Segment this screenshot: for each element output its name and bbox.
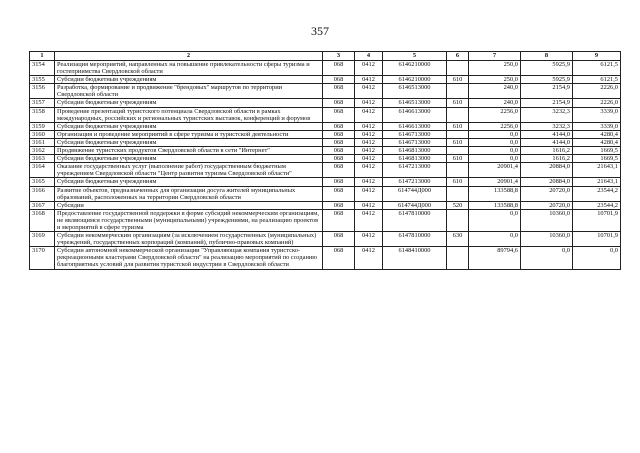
table-row <box>30 99 621 107</box>
expense-type-cell <box>447 107 469 122</box>
row-name-cell: Оказание государственных услуг (выполнение работ) государственным бюджетным учреждением Свердловской области "Центр развития туризма Свердловской области" <box>55 163 323 178</box>
section-code-cell: 0412 <box>355 209 383 231</box>
amount-col8-cell: 2154,9 <box>521 84 573 99</box>
amount-col9-cell: 1669,5 <box>573 155 621 163</box>
row-number-cell: 3168 <box>30 209 55 231</box>
row-name-cell: Организация и проведение мероприятий в сфере туризма и туристской деятельности <box>55 130 323 138</box>
table-row <box>30 186 621 201</box>
amount-col8-cell: 10360,0 <box>521 209 573 231</box>
row-name-cell: Продвижение туристских продуктов Свердловской области в сети "Интернет" <box>55 147 323 155</box>
expense-type-cell <box>447 163 469 178</box>
target-article-cell: 6146613000 <box>383 122 447 130</box>
row-name-cell: Разработка, формирование и продвижение "брендовых" маршрутов по территории Свердловской области <box>55 84 323 99</box>
target-article-cell: 6146713000 <box>383 138 447 146</box>
amount-col8-cell: 3232,3 <box>521 107 573 122</box>
table-row <box>30 107 621 122</box>
budget-table <box>29 51 621 270</box>
amount-col7-cell: 2256,0 <box>469 122 521 130</box>
section-code-cell: 0412 <box>355 99 383 107</box>
row-name-cell: Субсидии бюджетным учреждениям <box>55 122 323 130</box>
table-row <box>30 232 621 247</box>
row-name-cell: Предоставление государственной поддержки в форме субсидий некоммерческим организациям, не являющимся государственными (муниципальными) учреждениями, на реализацию проектов и мероприятий в сфере туризма <box>55 209 323 231</box>
row-name-cell: Реализация мероприятий, направленных на повышение привлекательности сферы туризма и гостеприимства Свердловской области <box>55 61 323 76</box>
row-number-cell: 3167 <box>30 201 55 209</box>
target-article-cell: 6146210000 <box>383 76 447 84</box>
ved-code-cell: 068 <box>323 232 355 247</box>
table-row <box>30 61 621 76</box>
amount-col9-cell: 23544,2 <box>573 186 621 201</box>
expense-type-cell <box>447 186 469 201</box>
expense-type-cell <box>447 61 469 76</box>
table-row <box>30 209 621 231</box>
expense-type-cell: 610 <box>447 99 469 107</box>
amount-col7-cell: 250,0 <box>469 76 521 84</box>
page-number: 357 <box>311 24 329 38</box>
target-article-cell: 6146613000 <box>383 107 447 122</box>
amount-col8-cell: 20884,0 <box>521 178 573 186</box>
target-article-cell: 6147213000 <box>383 178 447 186</box>
row-number-cell: 3156 <box>30 84 55 99</box>
table-row <box>30 138 621 146</box>
expense-type-cell: 610 <box>447 155 469 163</box>
section-code-cell: 0412 <box>355 163 383 178</box>
ved-code-cell: 068 <box>323 99 355 107</box>
amount-col7-cell: 0,0 <box>469 155 521 163</box>
section-code-cell: 0412 <box>355 84 383 99</box>
section-code-cell: 0412 <box>355 122 383 130</box>
amount-col7-cell: 0,0 <box>469 130 521 138</box>
row-number-cell: 3161 <box>30 138 55 146</box>
table-row <box>30 155 621 163</box>
row-name-cell: Проведение презентаций туристского потенциала Свердловской области в рамках международных, российских и региональных туристских выставок, конференций и форумов <box>55 107 323 122</box>
column-header: 8 <box>521 52 573 61</box>
section-code-cell: 0412 <box>355 130 383 138</box>
amount-col9-cell: 10701,9 <box>573 209 621 231</box>
section-code-cell: 0412 <box>355 107 383 122</box>
table-row <box>30 147 621 155</box>
amount-col8-cell: 20884,0 <box>521 163 573 178</box>
row-name-cell: Субсидии бюджетным учреждениям <box>55 178 323 186</box>
amount-col9-cell: 3339,0 <box>573 107 621 122</box>
section-code-cell: 0412 <box>355 138 383 146</box>
amount-col7-cell: 133588,8 <box>469 186 521 201</box>
ved-code-cell: 068 <box>323 122 355 130</box>
amount-col9-cell: 3339,0 <box>573 122 621 130</box>
row-name-cell: Субсидии <box>55 201 323 209</box>
row-name-cell: Субсидии бюджетным учреждениям <box>55 138 323 146</box>
amount-col9-cell: 4280,4 <box>573 130 621 138</box>
target-article-cell: 6146813000 <box>383 155 447 163</box>
row-name-cell: Субсидии бюджетным учреждениям <box>55 155 323 163</box>
amount-col8-cell: 0,0 <box>521 247 573 269</box>
row-name-cell: Субсидии некоммерческим организациям (за исключением государственных (муниципальных) учреждений, государственных корпораций (компаний), публично-правовых компаний) <box>55 232 323 247</box>
ved-code-cell: 068 <box>323 61 355 76</box>
row-number-cell: 3170 <box>30 247 55 269</box>
ved-code-cell: 068 <box>323 147 355 155</box>
amount-col7-cell: 240,0 <box>469 99 521 107</box>
section-code-cell: 0412 <box>355 186 383 201</box>
row-number-cell: 3160 <box>30 130 55 138</box>
ved-code-cell: 068 <box>323 163 355 178</box>
section-code-cell: 0412 <box>355 232 383 247</box>
table-row <box>30 76 621 84</box>
target-article-cell: 6146713000 <box>383 130 447 138</box>
amount-col8-cell: 20720,0 <box>521 201 573 209</box>
expense-type-cell <box>447 209 469 231</box>
amount-col9-cell: 21643,1 <box>573 178 621 186</box>
expense-type-cell: 610 <box>447 178 469 186</box>
amount-col9-cell: 6121,5 <box>573 61 621 76</box>
amount-col8-cell: 5925,9 <box>521 76 573 84</box>
table-row <box>30 84 621 99</box>
row-number-cell: 3163 <box>30 155 55 163</box>
table-row <box>30 201 621 209</box>
table-body <box>30 61 621 270</box>
section-code-cell: 0412 <box>355 247 383 269</box>
amount-col8-cell: 1616,2 <box>521 155 573 163</box>
ved-code-cell: 068 <box>323 247 355 269</box>
ved-code-cell: 068 <box>323 130 355 138</box>
target-article-cell: 6147810000 <box>383 232 447 247</box>
row-number-cell: 3157 <box>30 99 55 107</box>
amount-col9-cell: 6121,5 <box>573 76 621 84</box>
table-row <box>30 178 621 186</box>
column-header: 5 <box>383 52 447 61</box>
row-number-cell: 3165 <box>30 178 55 186</box>
ved-code-cell: 068 <box>323 84 355 99</box>
ved-code-cell: 068 <box>323 201 355 209</box>
expense-type-cell <box>447 147 469 155</box>
section-code-cell: 0412 <box>355 201 383 209</box>
row-name-cell: Субсидии автономной некоммерческой организации "Управляющая компания туристско-рекреационными кластерами Свердловской области" на реализацию мероприятий по созданию благоприятных условий для развития туристской индустрии в Свердловской области <box>55 247 323 269</box>
amount-col8-cell: 20720,0 <box>521 186 573 201</box>
amount-col7-cell: 0,0 <box>469 232 521 247</box>
expense-type-cell <box>447 84 469 99</box>
amount-col9-cell: 10701,9 <box>573 232 621 247</box>
amount-col9-cell: 21643,1 <box>573 163 621 178</box>
expense-type-cell: 610 <box>447 138 469 146</box>
amount-col8-cell: 4144,0 <box>521 138 573 146</box>
row-number-cell: 3169 <box>30 232 55 247</box>
column-header: 9 <box>573 52 621 61</box>
amount-col8-cell: 10360,0 <box>521 232 573 247</box>
target-article-cell: 6146813000 <box>383 147 447 155</box>
ved-code-cell: 068 <box>323 155 355 163</box>
amount-col9-cell: 23544,2 <box>573 201 621 209</box>
column-header: 7 <box>469 52 521 61</box>
ved-code-cell: 068 <box>323 186 355 201</box>
target-article-cell: 614744Д000 <box>383 201 447 209</box>
row-number-cell: 3162 <box>30 147 55 155</box>
amount-col9-cell: 2226,0 <box>573 84 621 99</box>
section-code-cell: 0412 <box>355 147 383 155</box>
column-header: 1 <box>30 52 55 61</box>
expense-type-cell: 610 <box>447 122 469 130</box>
ved-code-cell: 068 <box>323 107 355 122</box>
ved-code-cell: 068 <box>323 138 355 146</box>
ved-code-cell: 068 <box>323 76 355 84</box>
amount-col7-cell: 133588,8 <box>469 201 521 209</box>
amount-col7-cell: 0,0 <box>469 209 521 231</box>
expense-type-cell: 610 <box>447 76 469 84</box>
column-header: 3 <box>323 52 355 61</box>
table-row <box>30 247 621 269</box>
table-row <box>30 122 621 130</box>
header-row <box>30 52 621 61</box>
column-header: 4 <box>355 52 383 61</box>
section-code-cell: 0412 <box>355 155 383 163</box>
amount-col7-cell: 2256,0 <box>469 107 521 122</box>
table-row <box>30 163 621 178</box>
row-number-cell: 3159 <box>30 122 55 130</box>
row-name-cell: Развитие объектов, предназначенных для организации досуга жителей муниципальных образований, расположенных на территории Свердловской области <box>55 186 323 201</box>
row-number-cell: 3158 <box>30 107 55 122</box>
amount-col7-cell: 0,0 <box>469 138 521 146</box>
expense-type-cell: 520 <box>447 201 469 209</box>
amount-col8-cell: 1616,2 <box>521 147 573 155</box>
row-name-cell: Субсидии бюджетным учреждениям <box>55 99 323 107</box>
expense-type-cell: 630 <box>447 232 469 247</box>
amount-col7-cell: 250,0 <box>469 61 521 76</box>
amount-col7-cell: 240,0 <box>469 84 521 99</box>
amount-col8-cell: 3232,3 <box>521 122 573 130</box>
target-article-cell: 6147810000 <box>383 209 447 231</box>
amount-col7-cell: 0,0 <box>469 147 521 155</box>
amount-col7-cell: 20901,4 <box>469 163 521 178</box>
row-number-cell: 3166 <box>30 186 55 201</box>
target-article-cell: 6148410000 <box>383 247 447 269</box>
target-article-cell: 6146513000 <box>383 99 447 107</box>
row-number-cell: 3164 <box>30 163 55 178</box>
target-article-cell: 614744Д000 <box>383 186 447 201</box>
target-article-cell: 6146210000 <box>383 61 447 76</box>
column-header: 2 <box>55 52 323 61</box>
target-article-cell: 6147213000 <box>383 163 447 178</box>
section-code-cell: 0412 <box>355 61 383 76</box>
ved-code-cell: 068 <box>323 209 355 231</box>
target-article-cell: 6146513000 <box>383 84 447 99</box>
row-number-cell: 3155 <box>30 76 55 84</box>
amount-col9-cell: 2226,0 <box>573 99 621 107</box>
amount-col8-cell: 4144,0 <box>521 130 573 138</box>
expense-type-cell <box>447 247 469 269</box>
column-header: 6 <box>447 52 469 61</box>
amount-col9-cell: 4280,4 <box>573 138 621 146</box>
section-code-cell: 0412 <box>355 178 383 186</box>
ved-code-cell: 068 <box>323 178 355 186</box>
row-number-cell: 3154 <box>30 61 55 76</box>
amount-col9-cell: 1669,5 <box>573 147 621 155</box>
section-code-cell: 0412 <box>355 76 383 84</box>
amount-col8-cell: 2154,9 <box>521 99 573 107</box>
row-name-cell: Субсидии бюджетным учреждениям <box>55 76 323 84</box>
amount-col8-cell: 5925,9 <box>521 61 573 76</box>
amount-col7-cell: 20901,4 <box>469 178 521 186</box>
amount-col9-cell: 0,0 <box>573 247 621 269</box>
amount-col7-cell: 89794,6 <box>469 247 521 269</box>
expense-type-cell <box>447 130 469 138</box>
table-row <box>30 130 621 138</box>
